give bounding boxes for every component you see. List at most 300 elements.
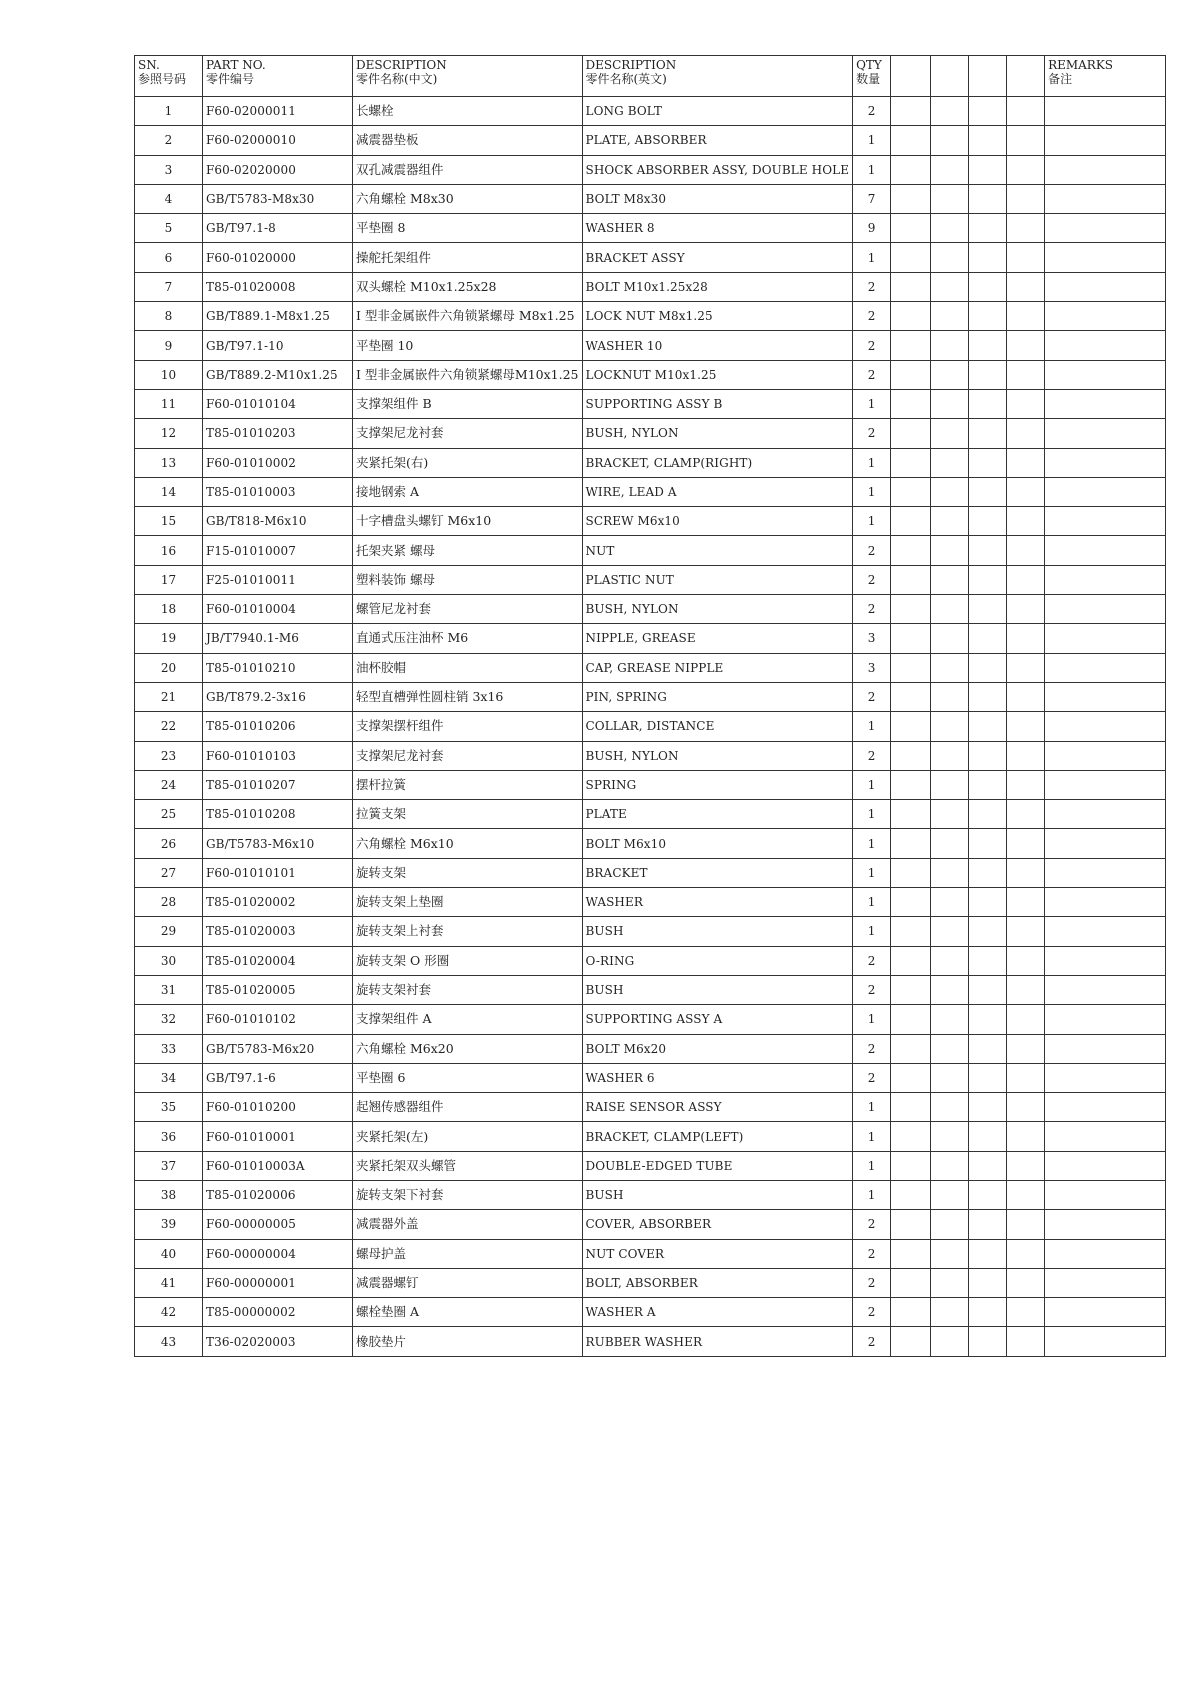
- cell-sn: 36: [135, 1122, 203, 1151]
- cell-desc-en: BOLT M6x20: [582, 1034, 853, 1063]
- cell-remarks: [1045, 1298, 1166, 1327]
- cell-blank-1: [891, 448, 931, 477]
- cell-blank-1: [891, 477, 931, 506]
- cell-part-no: F60-01010003A: [203, 1151, 353, 1180]
- table-row: [135, 829, 1166, 858]
- cell-blank-2: [931, 126, 969, 155]
- cell-blank-3: [969, 155, 1007, 184]
- cell-blank-4: [1007, 97, 1045, 126]
- cell-remarks: [1045, 829, 1166, 858]
- cell-part-no: F60-00000005: [203, 1210, 353, 1239]
- cell-desc-cn: 长螺栓: [353, 97, 583, 126]
- cell-desc-en: O-RING: [582, 946, 853, 975]
- cell-blank-3: [969, 97, 1007, 126]
- cell-desc-en: BRACKET ASSY: [582, 243, 853, 272]
- table-row: [135, 184, 1166, 213]
- cell-qty: 2: [853, 331, 891, 360]
- cell-blank-4: [1007, 448, 1045, 477]
- cell-qty: 3: [853, 624, 891, 653]
- cell-sn: 11: [135, 389, 203, 418]
- cell-blank-3: [969, 1239, 1007, 1268]
- cell-desc-cn: 十字槽盘头螺钉 M6x10: [353, 507, 583, 536]
- table-row: [135, 565, 1166, 594]
- cell-blank-1: [891, 1268, 931, 1297]
- cell-blank-2: [931, 272, 969, 301]
- cell-qty: 1: [853, 888, 891, 917]
- cell-remarks: [1045, 770, 1166, 799]
- cell-sn: 2: [135, 126, 203, 155]
- cell-blank-2: [931, 1298, 969, 1327]
- cell-desc-en: PIN, SPRING: [582, 682, 853, 711]
- cell-blank-2: [931, 507, 969, 536]
- cell-desc-cn: 夹紧托架双头螺管: [353, 1151, 583, 1180]
- table-row: [135, 448, 1166, 477]
- cell-part-no: F25-01010011: [203, 565, 353, 594]
- header-part-no-cn: 零件编号: [206, 72, 255, 86]
- cell-desc-en: BUSH, NYLON: [582, 419, 853, 448]
- cell-remarks: [1045, 243, 1166, 272]
- cell-qty: 2: [853, 975, 891, 1004]
- cell-blank-4: [1007, 155, 1045, 184]
- cell-part-no: F60-01010001: [203, 1122, 353, 1151]
- cell-blank-1: [891, 975, 931, 1004]
- cell-qty: 2: [853, 97, 891, 126]
- cell-blank-1: [891, 214, 931, 243]
- cell-sn: 20: [135, 653, 203, 682]
- cell-blank-4: [1007, 243, 1045, 272]
- table-row: [135, 1210, 1166, 1239]
- cell-blank-3: [969, 507, 1007, 536]
- cell-sn: 13: [135, 448, 203, 477]
- cell-remarks: [1045, 741, 1166, 770]
- cell-blank-3: [969, 448, 1007, 477]
- cell-qty: 1: [853, 829, 891, 858]
- cell-blank-3: [969, 477, 1007, 506]
- cell-part-no: T85-01010207: [203, 770, 353, 799]
- cell-blank-2: [931, 858, 969, 887]
- table-row: [135, 272, 1166, 301]
- cell-desc-en: NUT COVER: [582, 1239, 853, 1268]
- cell-blank-1: [891, 1210, 931, 1239]
- cell-qty: 2: [853, 1210, 891, 1239]
- cell-blank-4: [1007, 184, 1045, 213]
- cell-remarks: [1045, 888, 1166, 917]
- cell-part-no: T36-02020003: [203, 1327, 353, 1356]
- cell-blank-2: [931, 1034, 969, 1063]
- cell-blank-4: [1007, 682, 1045, 711]
- cell-sn: 14: [135, 477, 203, 506]
- cell-blank-1: [891, 682, 931, 711]
- cell-blank-3: [969, 302, 1007, 331]
- cell-qty: 1: [853, 712, 891, 741]
- header-sn: [135, 56, 203, 97]
- table-row: [135, 477, 1166, 506]
- cell-qty: 1: [853, 1180, 891, 1209]
- cell-remarks: [1045, 214, 1166, 243]
- cell-desc-cn: 轻型直槽弹性圆柱销 3x16: [353, 682, 583, 711]
- cell-remarks: [1045, 272, 1166, 301]
- cell-part-no: T85-00000002: [203, 1298, 353, 1327]
- cell-blank-2: [931, 1151, 969, 1180]
- cell-part-no: GB/T97.1-6: [203, 1063, 353, 1092]
- cell-blank-1: [891, 917, 931, 946]
- cell-sn: 16: [135, 536, 203, 565]
- cell-blank-2: [931, 1093, 969, 1122]
- cell-part-no: T85-01020008: [203, 272, 353, 301]
- cell-blank-2: [931, 595, 969, 624]
- cell-remarks: [1045, 536, 1166, 565]
- table-row: [135, 155, 1166, 184]
- cell-qty: 2: [853, 1239, 891, 1268]
- table-row: [135, 917, 1166, 946]
- cell-desc-cn: 夹紧托架(左): [353, 1122, 583, 1151]
- cell-blank-3: [969, 1327, 1007, 1356]
- cell-sn: 29: [135, 917, 203, 946]
- cell-desc-cn: 直通式压注油杯 M6: [353, 624, 583, 653]
- cell-blank-3: [969, 770, 1007, 799]
- cell-part-no: T85-01010208: [203, 800, 353, 829]
- table-row: [135, 97, 1166, 126]
- cell-qty: 2: [853, 565, 891, 594]
- cell-sn: 37: [135, 1151, 203, 1180]
- cell-sn: 23: [135, 741, 203, 770]
- cell-blank-2: [931, 770, 969, 799]
- cell-blank-2: [931, 653, 969, 682]
- cell-part-no: F60-01020000: [203, 243, 353, 272]
- cell-blank-1: [891, 624, 931, 653]
- cell-blank-2: [931, 97, 969, 126]
- cell-blank-3: [969, 1298, 1007, 1327]
- header-desc-cn-en: DESCRIPTION: [356, 58, 447, 72]
- cell-desc-cn: 旋转支架: [353, 858, 583, 887]
- cell-desc-en: RAISE SENSOR ASSY: [582, 1093, 853, 1122]
- cell-blank-1: [891, 1151, 931, 1180]
- cell-desc-en: SUPPORTING ASSY A: [582, 1005, 853, 1034]
- table-row: [135, 1093, 1166, 1122]
- cell-blank-3: [969, 184, 1007, 213]
- cell-blank-1: [891, 858, 931, 887]
- cell-desc-cn: 六角螺栓 M8x30: [353, 184, 583, 213]
- cell-blank-2: [931, 1005, 969, 1034]
- cell-remarks: [1045, 1034, 1166, 1063]
- cell-qty: 1: [853, 389, 891, 418]
- header-blank-2: [931, 56, 969, 97]
- cell-remarks: [1045, 448, 1166, 477]
- header-desc-cn: [353, 56, 583, 97]
- cell-remarks: [1045, 1151, 1166, 1180]
- table-row: [135, 419, 1166, 448]
- cell-blank-2: [931, 1268, 969, 1297]
- cell-desc-en: WASHER A: [582, 1298, 853, 1327]
- header-remarks: [1045, 56, 1166, 97]
- cell-part-no: GB/T889.1-M8x1.25: [203, 302, 353, 331]
- cell-sn: 27: [135, 858, 203, 887]
- cell-desc-cn: 旋转支架上衬套: [353, 917, 583, 946]
- cell-part-no: T85-01010210: [203, 653, 353, 682]
- header-blank-1: [891, 56, 931, 97]
- table-row: [135, 712, 1166, 741]
- cell-blank-4: [1007, 975, 1045, 1004]
- cell-blank-3: [969, 829, 1007, 858]
- table-row: [135, 624, 1166, 653]
- cell-sn: 39: [135, 1210, 203, 1239]
- cell-blank-1: [891, 536, 931, 565]
- cell-blank-4: [1007, 917, 1045, 946]
- cell-blank-1: [891, 565, 931, 594]
- cell-qty: 3: [853, 653, 891, 682]
- cell-blank-3: [969, 1210, 1007, 1239]
- cell-remarks: [1045, 389, 1166, 418]
- cell-blank-4: [1007, 565, 1045, 594]
- cell-qty: 2: [853, 272, 891, 301]
- cell-blank-4: [1007, 1210, 1045, 1239]
- cell-sn: 38: [135, 1180, 203, 1209]
- cell-remarks: [1045, 1210, 1166, 1239]
- cell-blank-3: [969, 741, 1007, 770]
- cell-blank-1: [891, 389, 931, 418]
- cell-blank-4: [1007, 624, 1045, 653]
- cell-blank-4: [1007, 302, 1045, 331]
- table-row: [135, 1327, 1166, 1356]
- header-desc-en: [582, 56, 853, 97]
- cell-blank-4: [1007, 858, 1045, 887]
- cell-desc-en: PLASTIC NUT: [582, 565, 853, 594]
- cell-sn: 24: [135, 770, 203, 799]
- cell-blank-1: [891, 770, 931, 799]
- cell-part-no: T85-01010206: [203, 712, 353, 741]
- cell-part-no: GB/T97.1-8: [203, 214, 353, 243]
- cell-blank-4: [1007, 888, 1045, 917]
- cell-blank-3: [969, 624, 1007, 653]
- cell-blank-1: [891, 1063, 931, 1092]
- cell-desc-cn: 托架夹紧 螺母: [353, 536, 583, 565]
- cell-desc-en: SUPPORTING ASSY B: [582, 389, 853, 418]
- cell-blank-4: [1007, 800, 1045, 829]
- cell-remarks: [1045, 331, 1166, 360]
- cell-sn: 17: [135, 565, 203, 594]
- cell-qty: 2: [853, 536, 891, 565]
- cell-part-no: T85-01020004: [203, 946, 353, 975]
- cell-sn: 40: [135, 1239, 203, 1268]
- cell-remarks: [1045, 97, 1166, 126]
- cell-blank-1: [891, 97, 931, 126]
- cell-sn: 6: [135, 243, 203, 272]
- cell-part-no: F15-01010007: [203, 536, 353, 565]
- cell-blank-2: [931, 477, 969, 506]
- cell-qty: 2: [853, 1034, 891, 1063]
- cell-blank-1: [891, 829, 931, 858]
- cell-qty: 1: [853, 1093, 891, 1122]
- cell-desc-cn: 接地钢索 A: [353, 477, 583, 506]
- cell-desc-en: LONG BOLT: [582, 97, 853, 126]
- cell-remarks: [1045, 1327, 1166, 1356]
- cell-desc-en: BUSH: [582, 1180, 853, 1209]
- cell-part-no: T85-01010003: [203, 477, 353, 506]
- cell-part-no: T85-01020002: [203, 888, 353, 917]
- cell-blank-3: [969, 1034, 1007, 1063]
- cell-desc-en: NIPPLE, GREASE: [582, 624, 853, 653]
- cell-remarks: [1045, 946, 1166, 975]
- cell-blank-1: [891, 1005, 931, 1034]
- cell-desc-en: BOLT M8x30: [582, 184, 853, 213]
- cell-blank-1: [891, 712, 931, 741]
- cell-remarks: [1045, 1063, 1166, 1092]
- cell-desc-cn: 减震器螺钉: [353, 1268, 583, 1297]
- cell-desc-cn: 操舵托架组件: [353, 243, 583, 272]
- cell-blank-4: [1007, 946, 1045, 975]
- cell-sn: 28: [135, 888, 203, 917]
- cell-blank-4: [1007, 1298, 1045, 1327]
- cell-qty: 1: [853, 155, 891, 184]
- cell-sn: 8: [135, 302, 203, 331]
- cell-blank-2: [931, 155, 969, 184]
- cell-sn: 21: [135, 682, 203, 711]
- header-sn-cn: 参照号码: [138, 72, 187, 86]
- cell-blank-2: [931, 1239, 969, 1268]
- cell-sn: 43: [135, 1327, 203, 1356]
- cell-qty: 2: [853, 946, 891, 975]
- cell-blank-3: [969, 712, 1007, 741]
- cell-desc-cn: 六角螺栓 M6x10: [353, 829, 583, 858]
- cell-blank-4: [1007, 770, 1045, 799]
- cell-qty: 1: [853, 858, 891, 887]
- cell-remarks: [1045, 800, 1166, 829]
- cell-sn: 35: [135, 1093, 203, 1122]
- cell-blank-2: [931, 741, 969, 770]
- header-qty-en: QTY: [856, 58, 882, 72]
- cell-remarks: [1045, 653, 1166, 682]
- table-row: [135, 653, 1166, 682]
- cell-qty: 1: [853, 1151, 891, 1180]
- cell-part-no: F60-01010101: [203, 858, 353, 887]
- cell-sn: 4: [135, 184, 203, 213]
- cell-desc-en: BUSH, NYLON: [582, 595, 853, 624]
- cell-blank-4: [1007, 653, 1045, 682]
- cell-blank-3: [969, 389, 1007, 418]
- cell-blank-2: [931, 712, 969, 741]
- cell-sn: 42: [135, 1298, 203, 1327]
- cell-qty: 1: [853, 770, 891, 799]
- cell-remarks: [1045, 1122, 1166, 1151]
- cell-blank-1: [891, 184, 931, 213]
- header-desc-en-en: DESCRIPTION: [585, 58, 677, 72]
- cell-desc-en: BRACKET, CLAMP(LEFT): [582, 1122, 853, 1151]
- cell-desc-en: BOLT M10x1.25x28: [582, 272, 853, 301]
- cell-part-no: F60-01010200: [203, 1093, 353, 1122]
- cell-sn: 30: [135, 946, 203, 975]
- cell-blank-4: [1007, 595, 1045, 624]
- cell-blank-2: [931, 448, 969, 477]
- cell-qty: 2: [853, 595, 891, 624]
- cell-blank-2: [931, 360, 969, 389]
- cell-part-no: GB/T5783-M6x20: [203, 1034, 353, 1063]
- cell-sn: 41: [135, 1268, 203, 1297]
- header-qty: [853, 56, 891, 97]
- cell-remarks: [1045, 1005, 1166, 1034]
- cell-desc-en: BOLT, ABSORBER: [582, 1268, 853, 1297]
- cell-blank-1: [891, 1180, 931, 1209]
- cell-blank-3: [969, 360, 1007, 389]
- table-row: [135, 536, 1166, 565]
- cell-sn: 12: [135, 419, 203, 448]
- cell-remarks: [1045, 1239, 1166, 1268]
- cell-blank-2: [931, 243, 969, 272]
- cell-desc-cn: 起翘传感器组件: [353, 1093, 583, 1122]
- cell-sn: 22: [135, 712, 203, 741]
- header-desc-en-cn: 零件名称(英文): [585, 72, 667, 86]
- table-row: [135, 595, 1166, 624]
- cell-blank-1: [891, 741, 931, 770]
- cell-blank-4: [1007, 477, 1045, 506]
- cell-blank-3: [969, 536, 1007, 565]
- table-row: [135, 1151, 1166, 1180]
- cell-blank-4: [1007, 419, 1045, 448]
- cell-sn: 1: [135, 97, 203, 126]
- header-qty-cn: 数量: [856, 72, 881, 86]
- cell-sn: 33: [135, 1034, 203, 1063]
- cell-qty: 1: [853, 1005, 891, 1034]
- cell-desc-en: BUSH, NYLON: [582, 741, 853, 770]
- cell-blank-1: [891, 126, 931, 155]
- cell-qty: 1: [853, 917, 891, 946]
- cell-remarks: [1045, 624, 1166, 653]
- cell-desc-cn: 螺栓垫圈 A: [353, 1298, 583, 1327]
- cell-blank-1: [891, 1298, 931, 1327]
- cell-remarks: [1045, 975, 1166, 1004]
- cell-blank-1: [891, 507, 931, 536]
- cell-desc-cn: 支撑架组件 A: [353, 1005, 583, 1034]
- cell-remarks: [1045, 419, 1166, 448]
- cell-blank-2: [931, 917, 969, 946]
- cell-part-no: F60-01010104: [203, 389, 353, 418]
- table-row: [135, 1298, 1166, 1327]
- cell-sn: 25: [135, 800, 203, 829]
- cell-remarks: [1045, 565, 1166, 594]
- table-row: [135, 1239, 1166, 1268]
- cell-sn: 9: [135, 331, 203, 360]
- cell-desc-cn: 旋转支架 O 形圈: [353, 946, 583, 975]
- cell-blank-1: [891, 155, 931, 184]
- header-blank-3: [969, 56, 1007, 97]
- cell-blank-1: [891, 1034, 931, 1063]
- cell-desc-cn: I 型非金属嵌件六角锁紧螺母 M8x1.25: [353, 302, 583, 331]
- cell-desc-en: BRACKET, CLAMP(RIGHT): [582, 448, 853, 477]
- cell-blank-2: [931, 1210, 969, 1239]
- cell-qty: 1: [853, 800, 891, 829]
- cell-desc-en: BUSH: [582, 917, 853, 946]
- cell-qty: 2: [853, 360, 891, 389]
- cell-blank-2: [931, 975, 969, 1004]
- cell-desc-cn: 旋转支架衬套: [353, 975, 583, 1004]
- cell-sn: 5: [135, 214, 203, 243]
- cell-blank-2: [931, 389, 969, 418]
- cell-blank-4: [1007, 1063, 1045, 1092]
- cell-blank-3: [969, 595, 1007, 624]
- cell-desc-en: PLATE: [582, 800, 853, 829]
- cell-desc-cn: 夹紧托架(右): [353, 448, 583, 477]
- cell-remarks: [1045, 126, 1166, 155]
- cell-blank-4: [1007, 1151, 1045, 1180]
- cell-desc-en: SCREW M6x10: [582, 507, 853, 536]
- cell-desc-en: WASHER 6: [582, 1063, 853, 1092]
- header-part-no-en: PART NO.: [206, 58, 266, 72]
- cell-blank-3: [969, 917, 1007, 946]
- cell-part-no: F60-01010004: [203, 595, 353, 624]
- header-desc-cn-cn: 零件名称(中文): [356, 72, 438, 86]
- cell-blank-1: [891, 800, 931, 829]
- table-row: [135, 682, 1166, 711]
- cell-blank-4: [1007, 507, 1045, 536]
